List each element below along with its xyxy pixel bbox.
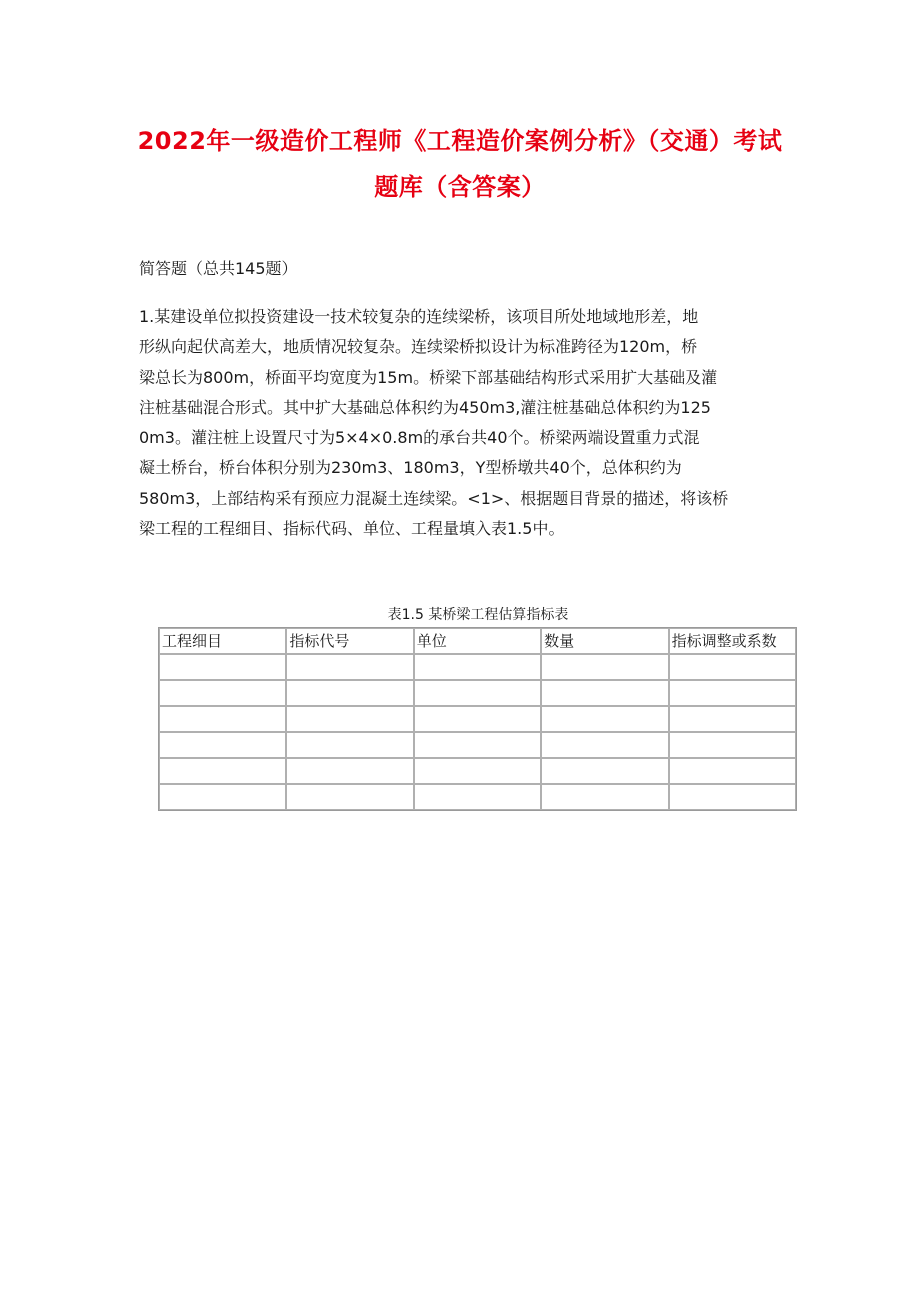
- table-caption: 表1.5 某桥梁工程估算指标表: [387, 607, 569, 623]
- question-line: 梁总长为800m，桥面平均宽度为15m。桥梁下部基础结构形式采用扩大基础及灌: [139, 367, 718, 387]
- table-row: [159, 784, 796, 810]
- table-cell: [159, 680, 286, 706]
- column-header-quantity: 数量: [541, 628, 668, 654]
- section-label: 简答题（总共145题）: [139, 259, 298, 278]
- table-header-row: [159, 628, 796, 654]
- table-cell: [286, 732, 413, 758]
- table-cell: [414, 758, 541, 784]
- table-cell: [286, 654, 413, 680]
- table-cell: [159, 758, 286, 784]
- column-header-item: 工程细目: [159, 628, 286, 654]
- document-title: [120, 118, 800, 210]
- table-cell: [414, 732, 541, 758]
- table-cell: [414, 680, 541, 706]
- table-cell: [541, 654, 668, 680]
- table-cell: [159, 706, 286, 732]
- table-cell: [669, 758, 796, 784]
- table-row: [159, 680, 796, 706]
- question-line: 1.某建设单位拟投资建设一技术较复杂的连续梁桥，该项目所处地域地形差，地: [139, 307, 699, 326]
- table-cell: [669, 680, 796, 706]
- table-row: [159, 706, 796, 732]
- table-cell: [541, 758, 668, 784]
- table-row: [159, 654, 796, 680]
- table-cell: [541, 680, 668, 706]
- table-cell: [159, 654, 286, 680]
- question-text: [139, 302, 787, 544]
- table-cell: [414, 784, 541, 810]
- table-cell: [669, 654, 796, 680]
- table-cell: [669, 732, 796, 758]
- column-header-adjustment: 指标调整或系数: [669, 628, 796, 654]
- question-line: 注桩基础混合形式。其中扩大基础总体积约为450m3,灌注桩基础总体积约为125: [139, 397, 711, 417]
- table-row: [159, 732, 796, 758]
- table-cell: [286, 784, 413, 810]
- table-cell: [414, 654, 541, 680]
- table-cell: [159, 732, 286, 758]
- table-cell: [414, 706, 541, 732]
- question-line: 580m3，上部结构采有预应力混凝土连续梁。<1>、根据题目背景的描述，将该桥: [139, 488, 729, 508]
- column-header-code: 指标代号: [286, 628, 413, 654]
- question-line: 0m3。灌注桩上设置尺寸为5×4×0.8m的承台共40个。桥梁两端设置重力式混: [139, 428, 700, 448]
- table-cell: [159, 784, 286, 810]
- table-cell: [286, 706, 413, 732]
- title-line-1: 2022年一级造价工程师《工程造价案例分析》（交通）考试: [137, 127, 783, 155]
- table-cell: [286, 758, 413, 784]
- table-cell: [541, 706, 668, 732]
- column-header-unit: 单位: [414, 628, 541, 654]
- table-cell: [541, 732, 668, 758]
- estimate-index-table: [158, 627, 797, 811]
- table-cell: [541, 784, 668, 810]
- question-line: 形纵向起伏高差大，地质情况较复杂。连续梁桥拟设计为标准跨径为120m，桥: [139, 337, 698, 357]
- question-line: 梁工程的工程细目、指标代码、单位、工程量填入表1.5中。: [139, 519, 565, 539]
- question-line: 凝土桥台，桥台体积分别为230m3、180m3，Y型桥墩共40个，总体积约为: [139, 458, 682, 478]
- table-row: [159, 758, 796, 784]
- table-cell: [669, 706, 796, 732]
- table-cell: [669, 784, 796, 810]
- title-line-2: 题库（含答案）: [374, 173, 546, 201]
- table-cell: [286, 680, 413, 706]
